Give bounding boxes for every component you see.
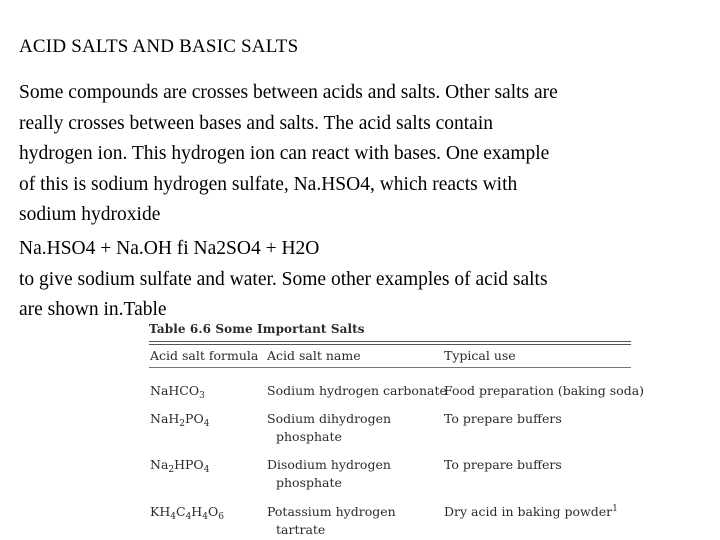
paragraph-line: sodium hydroxide — [19, 204, 161, 225]
row-3-name: Disodium hydrogen phosphate — [267, 457, 391, 490]
paragraph-line: really crosses between bases and salts. The acid salts contain — [19, 112, 493, 134]
row-2-use: To prepare buffers — [444, 411, 562, 426]
table-top-rule — [149, 344, 631, 345]
paragraph-line: Some compounds are crosses between acids and salts. Other salts are — [19, 82, 558, 103]
equation-paragraph — [19, 234, 699, 326]
row-1-formula: NaHCO$_3$ — [150, 383, 205, 401]
row-3-formula: $Na_2HPO_4$ — [150, 457, 210, 475]
row-1-use: Food preparation (baking soda) — [444, 383, 645, 398]
row-4-use: Dry acid in baking powder$^1$ — [444, 504, 618, 519]
row-4-name: Potassium hydrogen tartrate — [267, 504, 396, 537]
paragraph-line: of this is sodium hydrogen sulfate, Na.HSO4, which reacts with — [19, 173, 518, 195]
table-top-rule — [149, 341, 631, 342]
paragraph-line: to give sodium sulfate and water. Some other examples of acid salts — [19, 268, 548, 290]
header-rule — [149, 367, 631, 368]
header-use: Typical use — [444, 348, 516, 363]
table-caption: Table 6.6 Some Important Salts — [149, 322, 365, 336]
row-3-use: To prepare buffers — [444, 457, 562, 472]
row-2-name: Sodium dihydrogen phosphate — [267, 411, 392, 444]
header-name: Acid salt name — [267, 348, 361, 363]
row-4-formula: $KH_4C_4H_4O_6$ — [150, 504, 224, 522]
paragraph-line: hydrogen ion. This hydrogen ion can react with bases. One example — [19, 143, 550, 164]
reaction-equation: Na.HSO4 + Na.OH fi Na2SO4 + H2O — [19, 238, 320, 259]
salts-table — [144, 318, 645, 540]
footnote-marker: 1 — [612, 504, 618, 514]
row-1-name: Sodium hydrogen carbonate — [267, 383, 447, 398]
paragraph-line: are shown in.Table — [19, 299, 167, 320]
row-2-formula: $NaH_2PO_4$ — [150, 411, 210, 429]
intro-paragraph — [19, 78, 699, 231]
header-formula: Acid salt formula — [150, 348, 259, 363]
slide-title: ACID SALTS AND BASIC SALTS — [19, 36, 299, 57]
